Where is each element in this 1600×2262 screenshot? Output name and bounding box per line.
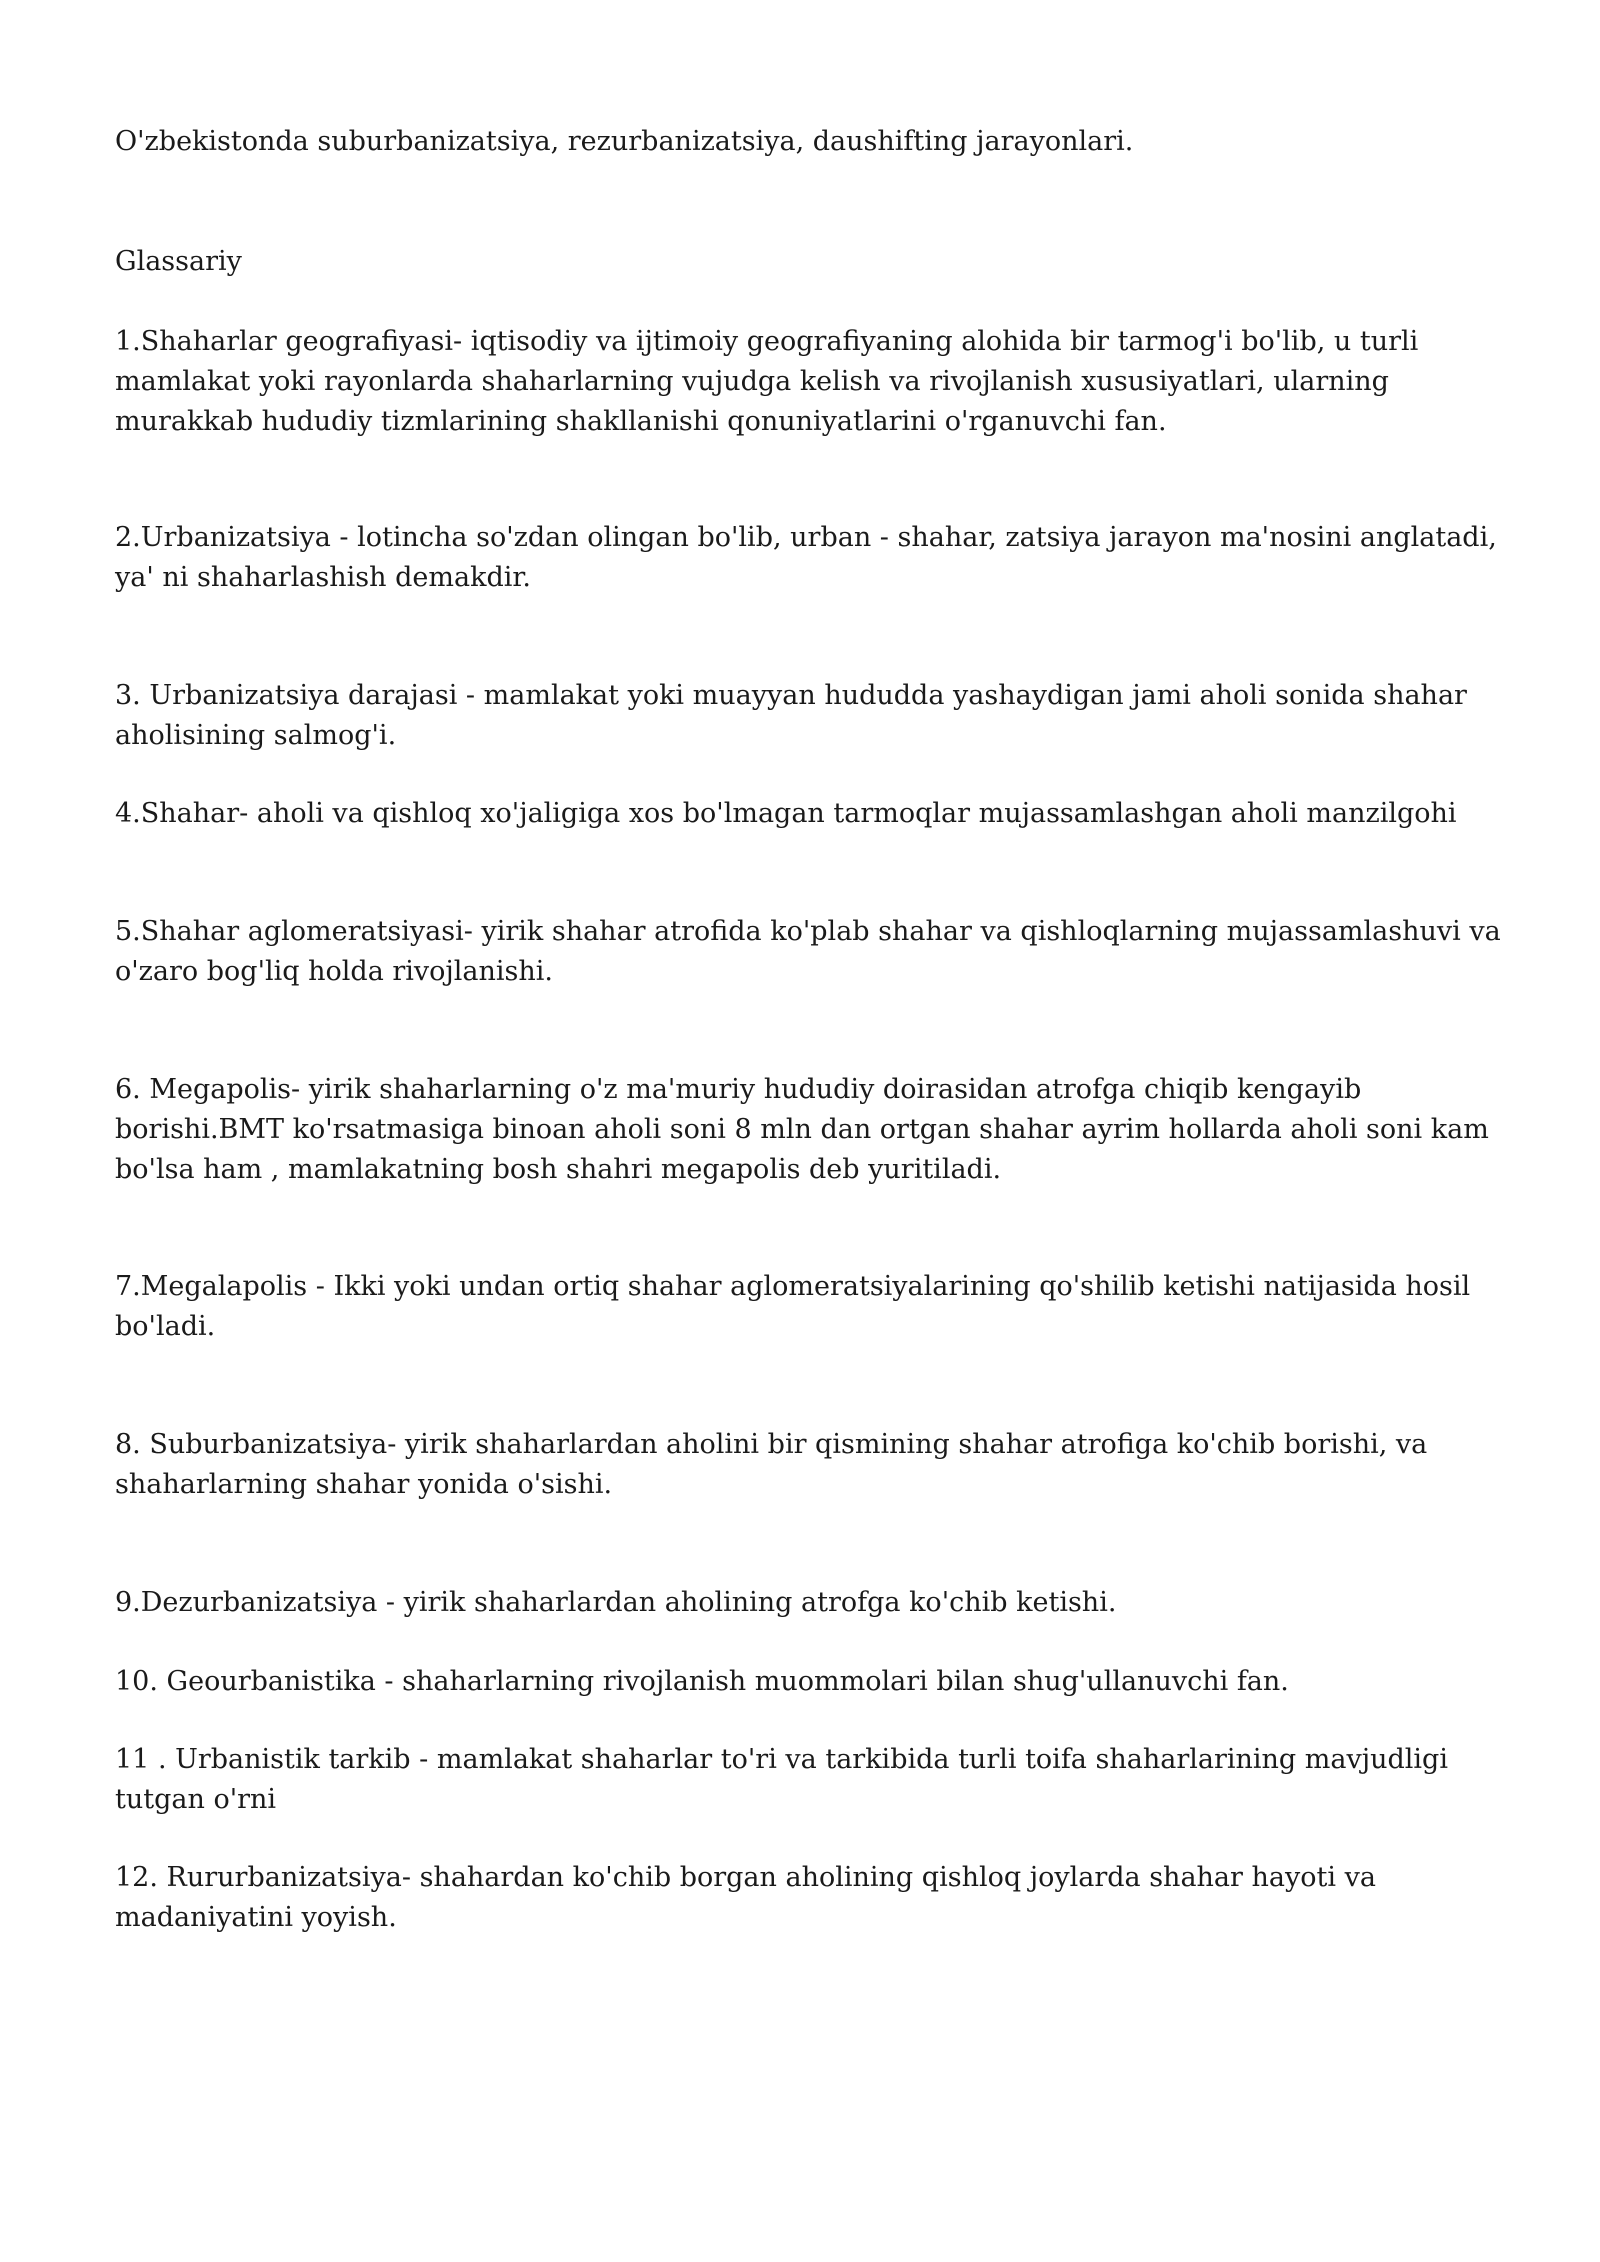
glossary-term: 9.Dezurbanizatsiya - yirik shaharlardan aholining atrofga ko'chib ketishi. [115, 1587, 1117, 1618]
glossary-term: 1.Shaharlar geografiyasi- iqtisodiy va ijtimoiy geografiyaning alohida bir tarmog'i bo'lib, u turli mamlakat yoki rayonlarda shaharlarning vujudga kelish va rivojlanish xususiyatlari, ularning murakkab hududiy tizmlarining shakllanishi qonuniyatlarini o'rganuvchi fan. [115, 326, 1419, 437]
glossary-term: 7.Megalapolis - Ikki yoki undan ortiq shahar aglomeratsiyalarining qo'shilib ketishi natijasida hosil bo'ladi. [115, 1271, 1471, 1342]
document-title: O'zbekistonda suburbanizatsiya, rezurbanizatsiya, daushifting jarayonlari. [115, 126, 1134, 157]
glossary-heading: Glassariy [115, 246, 242, 277]
glossary-term: 10. Geourbanistika - shaharlarning rivojlanish muommolari bilan shug'ullanuvchi fan. [115, 1666, 1289, 1697]
glossary-term: 8. Suburbanizatsiya- yirik shaharlardan aholini bir qismining shahar atrofiga ko'chib borishi, va shaharlarning shahar yonida o'sishi. [115, 1429, 1428, 1500]
glossary-term: 6. Megapolis- yirik shaharlarning o'z ma'muriy hududiy doirasidan atrofga chiqib kengayib borishi.BMT ko'rsatmasiga binoan aholi soni 8 mln dan ortgan shahar ayrim hollarda aholi soni kam bo'lsa ham , mamlakatning bosh shahri megapolis deb yuritiladi. [115, 1074, 1489, 1185]
glossary-term: 12. Rururbanizatsiya- shahardan ko'chib borgan aholining qishloq joylarda shahar hayoti va madaniyatini yoyish. [115, 1862, 1376, 1933]
glossary-term: 4.Shahar- aholi va qishloq xo'jaligiga xos bo'lmagan tarmoqlar mujassamlashgan aholi manzilgohi [115, 798, 1457, 829]
glossary-term: 5.Shahar aglomeratsiyasi- yirik shahar atrofida ko'plab shahar va qishloqlarning mujassamlashuvi va o'zaro bog'liq holda rivojlanishi. [115, 916, 1501, 987]
glossary-term: 11 . Urbanistik tarkib - mamlakat shaharlar to'ri va tarkibida turli toifa shaharlarining mavjudligi tutgan o'rni [115, 1744, 1448, 1815]
glossary-term: 2.Urbanizatsiya - lotincha so'zdan olingan bo'lib, urban - shahar, zatsiya jarayon ma'nosini anglatadi, ya' ni shaharlashish demakdir. [115, 522, 1497, 593]
glossary-term: 3. Urbanizatsiya darajasi - mamlakat yoki muayyan hududda yashaydigan jami aholi sonida shahar aholisining salmog'i. [115, 680, 1467, 751]
